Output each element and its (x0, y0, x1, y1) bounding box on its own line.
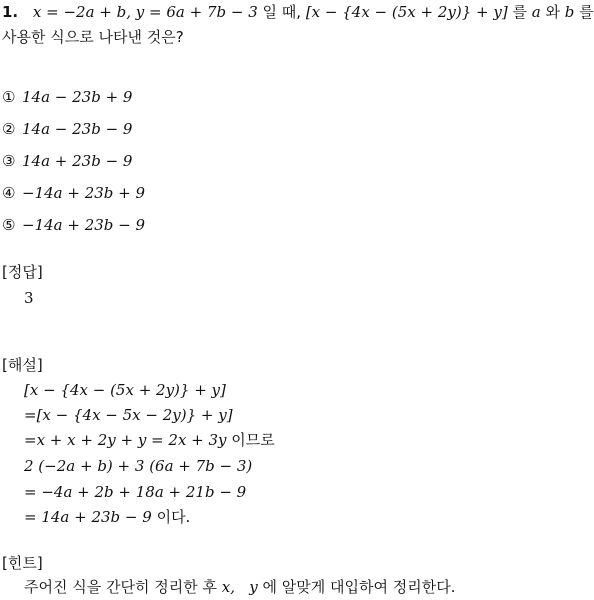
option-2[interactable] (2, 119, 132, 139)
answer-value: 3 (24, 289, 34, 307)
option-text: 14a + 23b − 9 (22, 152, 133, 170)
solution-line-3 (24, 430, 275, 450)
solution-math: = 14a + 23b − 9 (24, 508, 152, 526)
option-text: 14a − 23b − 9 (22, 120, 133, 138)
option-mark: ② (2, 120, 16, 138)
solution-label: [해설] (2, 356, 43, 374)
solution-math: [x − {4x − (5x + 2y)} + y] (24, 381, 226, 399)
option-4[interactable] (2, 183, 145, 203)
hint-var-y: y (249, 578, 258, 596)
question-var-b: b (564, 3, 575, 21)
option-mark: ④ (2, 184, 16, 202)
option-5[interactable] (2, 215, 145, 235)
hint-pre: 주어진 식을 간단히 정리한 후 (24, 578, 222, 596)
hint-var-x: x, (221, 578, 235, 596)
solution-math: =x + x + 2y + y = 2x + 3y (24, 431, 227, 449)
hint-post: 에 알맞게 대입하여 정리한다. (257, 578, 456, 596)
solution-suffix: 이므로 (226, 431, 275, 449)
option-text: −14a + 23b − 9 (22, 216, 146, 234)
answer-label: [정답] (2, 263, 43, 281)
question-line-1 (2, 2, 594, 22)
solution-line-5 (24, 482, 246, 502)
hint-text (24, 577, 456, 597)
question-text-d: 를 (574, 3, 594, 21)
solution-suffix: 이다. (151, 508, 191, 526)
question-text-b: 를 (507, 3, 532, 21)
solution-math: = −4a + 2b + 18a + 21b − 9 (24, 483, 247, 501)
solution-math: =[x − {4x − 5x − 2y)} + y] (24, 406, 233, 424)
option-mark: ③ (2, 152, 16, 170)
question-line-2: 사용한 식으로 나타낸 것은? (2, 28, 184, 46)
solution-line-1 (24, 380, 226, 400)
question-var-a: a (531, 3, 541, 21)
option-mark: ① (2, 88, 16, 106)
solution-line-6 (24, 507, 190, 527)
question-expression: [x − {4x − (5x + 2y)} + y] (305, 3, 508, 21)
solution-line-2 (24, 405, 233, 425)
question-text-c: 와 (540, 3, 565, 21)
solution-line-4 (24, 456, 252, 476)
hint-label: [힌트] (2, 554, 43, 572)
option-text: −14a + 23b + 9 (22, 184, 146, 202)
option-3[interactable] (2, 151, 132, 171)
option-text: 14a − 23b + 9 (22, 88, 133, 106)
question-text-a: 일 때, (257, 3, 306, 21)
solution-math: 2 (−2a + b) + 3 (6a + 7b − 3) (24, 457, 253, 475)
option-mark: ⑤ (2, 216, 16, 234)
question-number: 1. (2, 3, 19, 21)
option-1[interactable] (2, 87, 132, 107)
question-condition: x = −2a + b, y = 6a + 7b − 3 (32, 3, 258, 21)
